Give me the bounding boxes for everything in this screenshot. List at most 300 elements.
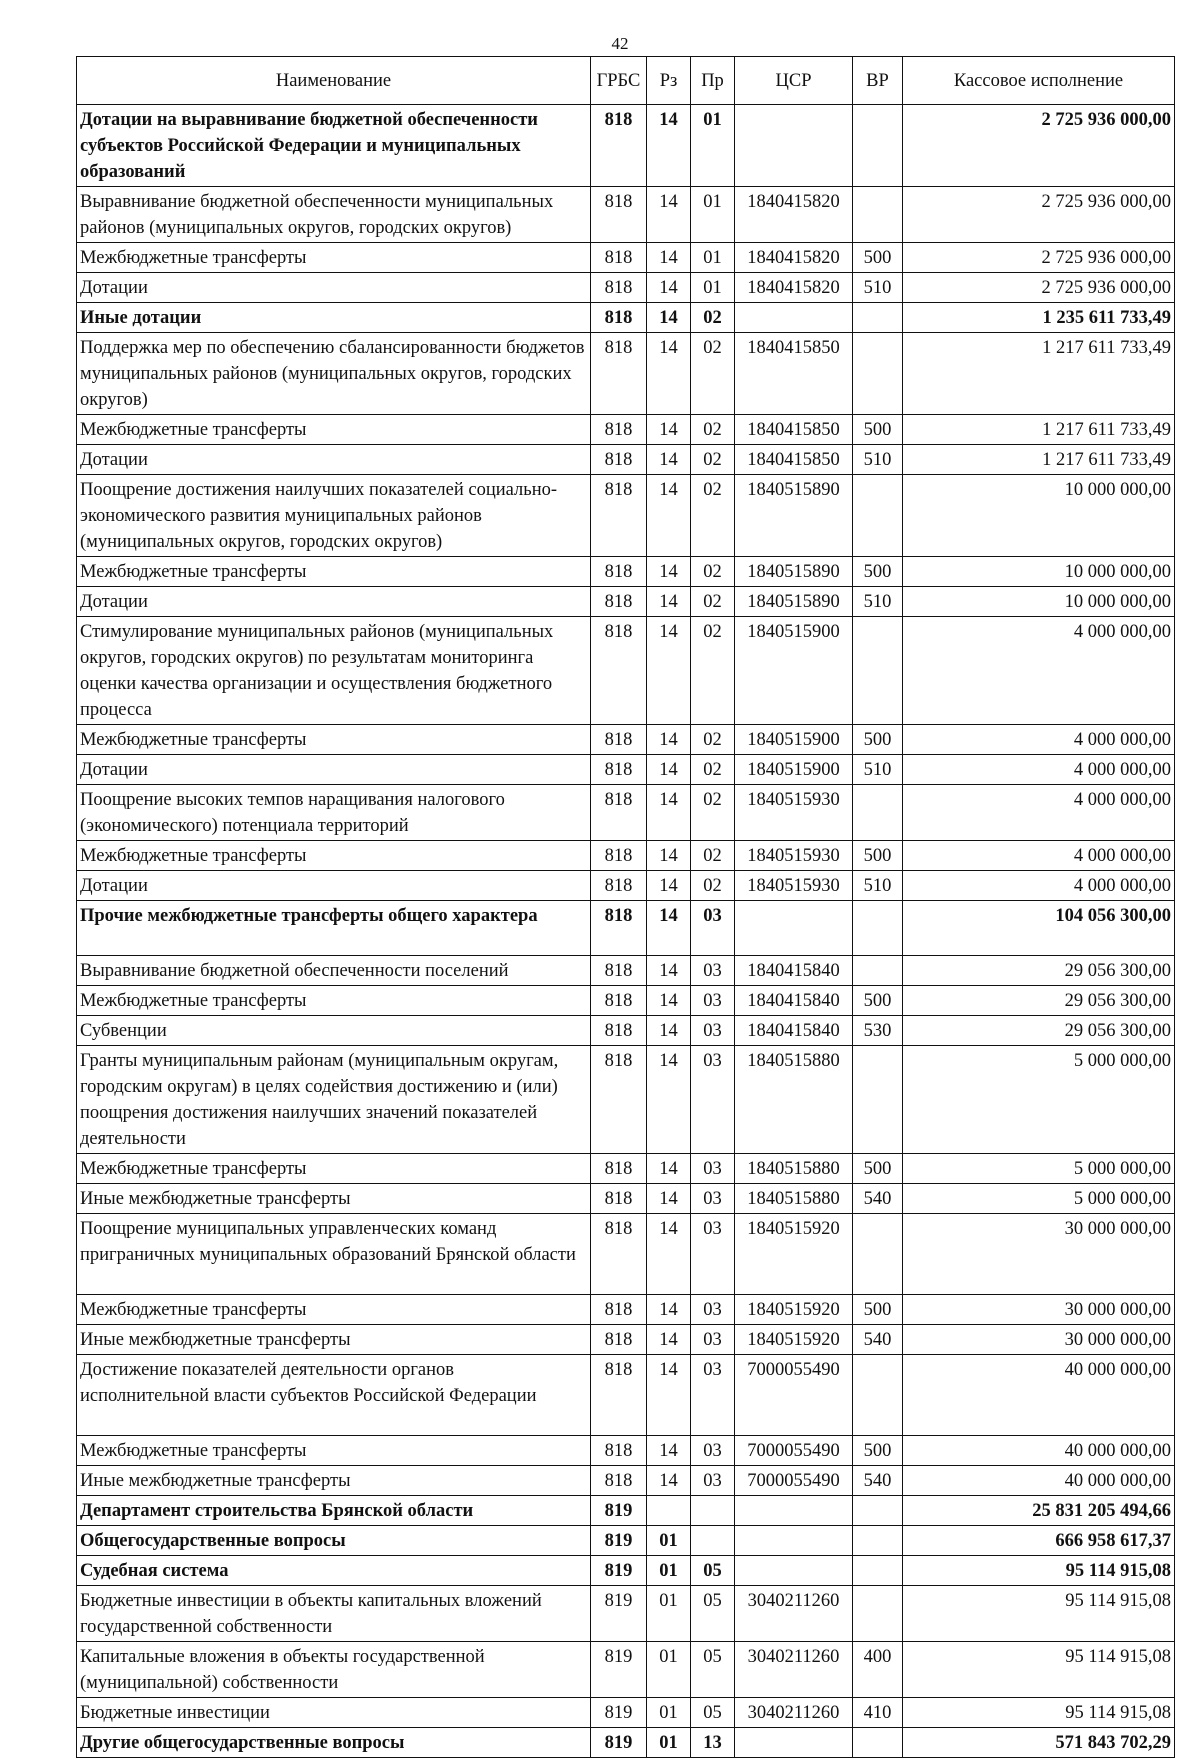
row-name: Дотации (77, 445, 591, 475)
row-amount: 2 725 936 000,00 (903, 105, 1175, 187)
row-csr: 1840415840 (735, 986, 853, 1016)
table-row (77, 243, 1175, 273)
row-rz: 14 (647, 303, 691, 333)
row-name: Выравнивание бюджетной обеспеченности муниципальных районов (муниципальных округов, городских округов) (77, 187, 591, 243)
row-csr (735, 303, 853, 333)
row-csr (735, 1728, 853, 1758)
row-vr: 540 (853, 1466, 903, 1496)
row-pr: 02 (691, 871, 735, 901)
table-row (77, 1642, 1175, 1698)
row-name: Бюджетные инвестиции в объекты капитальных вложений государственной собственности (77, 1586, 591, 1642)
row-vr: 540 (853, 1184, 903, 1214)
row-rz: 14 (647, 587, 691, 617)
row-vr (853, 1556, 903, 1586)
row-name: Дотации (77, 587, 591, 617)
row-name: Межбюджетные трансферты (77, 725, 591, 755)
row-vr (853, 303, 903, 333)
row-name: Дотации на выравнивание бюджетной обеспеченности субъектов Российской Федерации и муниципальных образований (77, 105, 591, 187)
row-amount: 95 114 915,08 (903, 1556, 1175, 1586)
row-amount: 5 000 000,00 (903, 1046, 1175, 1154)
row-grbs: 818 (591, 333, 647, 415)
row-amount: 30 000 000,00 (903, 1295, 1175, 1325)
row-pr: 03 (691, 901, 735, 956)
row-rz: 14 (647, 1016, 691, 1046)
row-rz: 14 (647, 1466, 691, 1496)
row-amount: 2 725 936 000,00 (903, 243, 1175, 273)
row-grbs: 818 (591, 587, 647, 617)
row-grbs: 819 (591, 1496, 647, 1526)
row-name: Прочие межбюджетные трансферты общего характера (77, 901, 591, 956)
table-row (77, 956, 1175, 986)
row-name: Иные дотации (77, 303, 591, 333)
row-vr: 500 (853, 557, 903, 587)
row-name: Межбюджетные трансферты (77, 557, 591, 587)
row-amount: 1 217 611 733,49 (903, 333, 1175, 415)
row-vr (853, 105, 903, 187)
row-amount: 30 000 000,00 (903, 1325, 1175, 1355)
row-grbs: 818 (591, 725, 647, 755)
row-rz: 14 (647, 725, 691, 755)
row-csr: 7000055490 (735, 1466, 853, 1496)
table-row (77, 1698, 1175, 1728)
table-row (77, 785, 1175, 841)
row-amount: 571 843 702,29 (903, 1728, 1175, 1758)
table-row (77, 475, 1175, 557)
row-grbs: 818 (591, 1436, 647, 1466)
table-row (77, 1466, 1175, 1496)
row-grbs: 818 (591, 1214, 647, 1295)
row-pr: 03 (691, 1184, 735, 1214)
row-csr (735, 901, 853, 956)
row-amount: 666 958 617,37 (903, 1526, 1175, 1556)
row-csr: 1840415850 (735, 445, 853, 475)
row-name: Судебная система (77, 1556, 591, 1586)
row-pr: 02 (691, 755, 735, 785)
row-name: Поощрение достижения наилучших показателей социально-экономического развития муниципальных районов (муниципальных округов, городских округов) (77, 475, 591, 557)
row-grbs: 818 (591, 445, 647, 475)
row-amount: 1 217 611 733,49 (903, 415, 1175, 445)
table-row (77, 841, 1175, 871)
row-pr: 02 (691, 587, 735, 617)
row-pr: 02 (691, 617, 735, 725)
row-vr: 510 (853, 273, 903, 303)
row-grbs: 818 (591, 105, 647, 187)
row-pr (691, 1496, 735, 1526)
row-csr: 1840515930 (735, 871, 853, 901)
row-rz: 14 (647, 986, 691, 1016)
table-row (77, 1526, 1175, 1556)
row-rz: 01 (647, 1556, 691, 1586)
row-pr: 05 (691, 1642, 735, 1698)
row-amount: 29 056 300,00 (903, 1016, 1175, 1046)
table-row (77, 445, 1175, 475)
row-amount: 104 056 300,00 (903, 901, 1175, 956)
row-name: Межбюджетные трансферты (77, 1295, 591, 1325)
row-amount: 10 000 000,00 (903, 587, 1175, 617)
table-row (77, 1586, 1175, 1642)
row-rz: 14 (647, 841, 691, 871)
row-grbs: 818 (591, 1295, 647, 1325)
row-pr: 03 (691, 1436, 735, 1466)
row-name: Гранты муниципальным районам (муниципальным округам, городским округам) в целях содействия достижению и (или) поощрения достижения наилучших значений показателей деятельности (77, 1046, 591, 1154)
row-pr: 01 (691, 273, 735, 303)
row-vr (853, 475, 903, 557)
row-vr: 500 (853, 415, 903, 445)
row-pr: 01 (691, 187, 735, 243)
row-grbs: 819 (591, 1642, 647, 1698)
row-grbs: 818 (591, 617, 647, 725)
table-row (77, 1355, 1175, 1436)
table-row (77, 617, 1175, 725)
table-row (77, 871, 1175, 901)
row-vr (853, 1728, 903, 1758)
row-amount: 29 056 300,00 (903, 956, 1175, 986)
row-rz: 01 (647, 1698, 691, 1728)
row-grbs: 818 (591, 901, 647, 956)
row-rz: 14 (647, 1184, 691, 1214)
row-pr: 02 (691, 841, 735, 871)
row-pr: 02 (691, 785, 735, 841)
row-name: Капитальные вложения в объекты государственной (муниципальной) собственности (77, 1642, 591, 1698)
row-rz: 14 (647, 956, 691, 986)
row-name: Стимулирование муниципальных районов (муниципальных округов, городских округов) по результатам мониторинга оценки качества организации и осуществления бюджетного процесса (77, 617, 591, 725)
row-csr (735, 1496, 853, 1526)
row-csr: 1840515920 (735, 1214, 853, 1295)
table-row (77, 1184, 1175, 1214)
row-rz: 14 (647, 785, 691, 841)
row-pr: 03 (691, 956, 735, 986)
row-grbs: 818 (591, 1355, 647, 1436)
row-vr: 400 (853, 1642, 903, 1698)
row-csr: 1840415850 (735, 333, 853, 415)
row-csr: 1840515880 (735, 1154, 853, 1184)
row-grbs: 818 (591, 303, 647, 333)
header-vr: ВР (853, 57, 903, 105)
row-pr (691, 1526, 735, 1556)
row-grbs: 818 (591, 1154, 647, 1184)
row-vr: 500 (853, 1295, 903, 1325)
row-csr: 1840515930 (735, 785, 853, 841)
row-pr: 05 (691, 1556, 735, 1586)
row-vr (853, 1214, 903, 1295)
row-amount: 2 725 936 000,00 (903, 187, 1175, 243)
row-csr: 1840515920 (735, 1295, 853, 1325)
table-header (77, 57, 1175, 105)
row-grbs: 818 (591, 1325, 647, 1355)
row-rz: 14 (647, 871, 691, 901)
table-row (77, 303, 1175, 333)
row-grbs: 819 (591, 1728, 647, 1758)
row-grbs: 818 (591, 986, 647, 1016)
row-vr: 410 (853, 1698, 903, 1728)
row-csr: 1840415840 (735, 956, 853, 986)
row-csr: 3040211260 (735, 1698, 853, 1728)
row-amount: 4 000 000,00 (903, 725, 1175, 755)
row-grbs: 818 (591, 187, 647, 243)
row-vr (853, 333, 903, 415)
row-amount: 4 000 000,00 (903, 617, 1175, 725)
row-amount: 4 000 000,00 (903, 755, 1175, 785)
row-vr: 500 (853, 725, 903, 755)
row-grbs: 818 (591, 1184, 647, 1214)
table-row (77, 1556, 1175, 1586)
row-grbs: 819 (591, 1556, 647, 1586)
row-csr: 3040211260 (735, 1586, 853, 1642)
row-pr: 03 (691, 1466, 735, 1496)
row-name: Межбюджетные трансферты (77, 1436, 591, 1466)
row-rz: 14 (647, 1355, 691, 1436)
row-rz: 14 (647, 1214, 691, 1295)
row-name: Дотации (77, 273, 591, 303)
row-rz: 14 (647, 273, 691, 303)
table-row (77, 1436, 1175, 1466)
row-vr: 510 (853, 587, 903, 617)
row-amount: 29 056 300,00 (903, 986, 1175, 1016)
row-pr: 02 (691, 445, 735, 475)
header-row (77, 57, 1175, 105)
row-csr: 1840415840 (735, 1016, 853, 1046)
row-pr: 03 (691, 1325, 735, 1355)
row-grbs: 818 (591, 1046, 647, 1154)
row-amount: 30 000 000,00 (903, 1214, 1175, 1295)
row-rz: 01 (647, 1642, 691, 1698)
row-vr (853, 187, 903, 243)
row-pr: 02 (691, 303, 735, 333)
row-amount: 40 000 000,00 (903, 1436, 1175, 1466)
table-row (77, 187, 1175, 243)
row-vr (853, 1355, 903, 1436)
header-grbs: ГРБС (591, 57, 647, 105)
row-grbs: 818 (591, 785, 647, 841)
row-csr: 1840515880 (735, 1184, 853, 1214)
row-amount: 40 000 000,00 (903, 1355, 1175, 1436)
table-row (77, 557, 1175, 587)
row-grbs: 818 (591, 1016, 647, 1046)
row-name: Поддержка мер по обеспечению сбалансированности бюджетов муниципальных районов (муниципальных округов, городских округов) (77, 333, 591, 415)
row-rz: 14 (647, 901, 691, 956)
row-name: Иные межбюджетные трансферты (77, 1325, 591, 1355)
table-row (77, 1325, 1175, 1355)
row-vr (853, 901, 903, 956)
table-row (77, 587, 1175, 617)
row-csr: 7000055490 (735, 1355, 853, 1436)
row-csr: 1840415820 (735, 273, 853, 303)
row-vr: 500 (853, 1436, 903, 1466)
row-csr: 1840515890 (735, 475, 853, 557)
header-pr: Пр (691, 57, 735, 105)
row-name: Департамент строительства Брянской области (77, 1496, 591, 1526)
row-vr: 500 (853, 841, 903, 871)
row-amount: 25 831 205 494,66 (903, 1496, 1175, 1526)
row-grbs: 818 (591, 841, 647, 871)
row-name: Межбюджетные трансферты (77, 986, 591, 1016)
table-row (77, 105, 1175, 187)
row-csr: 1840515890 (735, 587, 853, 617)
row-csr (735, 105, 853, 187)
row-amount: 2 725 936 000,00 (903, 273, 1175, 303)
row-pr: 03 (691, 1355, 735, 1436)
row-vr: 500 (853, 986, 903, 1016)
table-row (77, 986, 1175, 1016)
row-name: Межбюджетные трансферты (77, 415, 591, 445)
row-rz: 14 (647, 1154, 691, 1184)
row-name: Выравнивание бюджетной обеспеченности поселений (77, 956, 591, 986)
row-pr: 01 (691, 243, 735, 273)
row-vr (853, 1496, 903, 1526)
row-grbs: 818 (591, 415, 647, 445)
row-pr: 01 (691, 105, 735, 187)
row-amount: 10 000 000,00 (903, 557, 1175, 587)
table-row (77, 415, 1175, 445)
row-pr: 02 (691, 725, 735, 755)
row-vr: 500 (853, 1154, 903, 1184)
row-vr: 530 (853, 1016, 903, 1046)
row-vr (853, 617, 903, 725)
row-vr: 510 (853, 871, 903, 901)
row-amount: 4 000 000,00 (903, 841, 1175, 871)
row-csr: 1840515900 (735, 755, 853, 785)
row-grbs: 818 (591, 475, 647, 557)
row-pr: 02 (691, 415, 735, 445)
row-vr (853, 1046, 903, 1154)
row-grbs: 818 (591, 871, 647, 901)
row-pr: 03 (691, 1046, 735, 1154)
row-amount: 5 000 000,00 (903, 1154, 1175, 1184)
row-rz: 14 (647, 445, 691, 475)
header-csr: ЦСР (735, 57, 853, 105)
row-csr: 1840415820 (735, 243, 853, 273)
row-csr: 1840515920 (735, 1325, 853, 1355)
row-csr: 1840515930 (735, 841, 853, 871)
row-amount: 1 217 611 733,49 (903, 445, 1175, 475)
table-row (77, 901, 1175, 956)
table-row (77, 1295, 1175, 1325)
row-csr (735, 1556, 853, 1586)
row-csr: 1840515890 (735, 557, 853, 587)
row-name: Иные межбюджетные трансферты (77, 1466, 591, 1496)
table-row (77, 1016, 1175, 1046)
row-grbs: 818 (591, 243, 647, 273)
row-grbs: 818 (591, 956, 647, 986)
row-name: Поощрение высоких темпов наращивания налогового (экономического) потенциала территорий (77, 785, 591, 841)
row-vr: 510 (853, 755, 903, 785)
table-row (77, 1728, 1175, 1758)
row-pr: 13 (691, 1728, 735, 1758)
row-rz: 14 (647, 557, 691, 587)
row-name: Дотации (77, 755, 591, 785)
row-vr (853, 1526, 903, 1556)
row-grbs: 818 (591, 273, 647, 303)
row-name: Субвенции (77, 1016, 591, 1046)
table-row (77, 755, 1175, 785)
row-amount: 5 000 000,00 (903, 1184, 1175, 1214)
table-body (77, 105, 1175, 1758)
row-rz: 14 (647, 243, 691, 273)
row-rz: 14 (647, 755, 691, 785)
row-amount: 95 114 915,08 (903, 1698, 1175, 1728)
header-amount: Кассовое исполнение (903, 57, 1175, 105)
row-csr: 1840515880 (735, 1046, 853, 1154)
row-amount: 40 000 000,00 (903, 1466, 1175, 1496)
row-name: Дотации (77, 871, 591, 901)
row-rz: 14 (647, 1046, 691, 1154)
row-amount: 95 114 915,08 (903, 1586, 1175, 1642)
row-amount: 95 114 915,08 (903, 1642, 1175, 1698)
row-vr: 510 (853, 445, 903, 475)
table-row (77, 333, 1175, 415)
row-vr (853, 956, 903, 986)
row-csr: 3040211260 (735, 1642, 853, 1698)
row-csr: 1840515900 (735, 617, 853, 725)
row-csr (735, 1526, 853, 1556)
row-grbs: 818 (591, 557, 647, 587)
row-pr: 03 (691, 986, 735, 1016)
row-amount: 10 000 000,00 (903, 475, 1175, 557)
row-pr: 03 (691, 1016, 735, 1046)
row-rz: 14 (647, 1325, 691, 1355)
row-vr (853, 1586, 903, 1642)
row-grbs: 819 (591, 1586, 647, 1642)
header-name: Наименование (77, 57, 591, 105)
row-grbs: 819 (591, 1526, 647, 1556)
row-rz: 01 (647, 1728, 691, 1758)
row-rz: 14 (647, 105, 691, 187)
budget-table (76, 56, 1175, 1758)
row-pr: 05 (691, 1586, 735, 1642)
row-rz: 14 (647, 187, 691, 243)
row-vr (853, 785, 903, 841)
table-row (77, 1046, 1175, 1154)
row-rz: 01 (647, 1586, 691, 1642)
row-rz: 14 (647, 617, 691, 725)
row-rz: 14 (647, 333, 691, 415)
row-name: Поощрение муниципальных управленческих команд приграничных муниципальных образований Брянской области (77, 1214, 591, 1295)
row-grbs: 818 (591, 755, 647, 785)
row-rz: 14 (647, 1295, 691, 1325)
row-pr: 03 (691, 1295, 735, 1325)
row-pr: 03 (691, 1214, 735, 1295)
table-row (77, 1214, 1175, 1295)
row-amount: 4 000 000,00 (903, 871, 1175, 901)
row-name: Иные межбюджетные трансферты (77, 1184, 591, 1214)
row-rz: 14 (647, 1436, 691, 1466)
row-name: Другие общегосударственные вопросы (77, 1728, 591, 1758)
row-vr: 540 (853, 1325, 903, 1355)
row-csr: 1840515900 (735, 725, 853, 755)
row-pr: 02 (691, 557, 735, 587)
row-grbs: 818 (591, 1466, 647, 1496)
row-pr: 03 (691, 1154, 735, 1184)
row-csr: 1840415820 (735, 187, 853, 243)
row-pr: 05 (691, 1698, 735, 1728)
row-grbs: 819 (591, 1698, 647, 1728)
table-row (77, 1154, 1175, 1184)
row-name: Достижение показателей деятельности органов исполнительной власти субъектов Российской Федерации (77, 1355, 591, 1436)
page-number: 42 (611, 34, 629, 53)
row-name: Общегосударственные вопросы (77, 1526, 591, 1556)
header-rz: Рз (647, 57, 691, 105)
row-amount: 1 235 611 733,49 (903, 303, 1175, 333)
row-rz: 14 (647, 415, 691, 445)
row-rz (647, 1496, 691, 1526)
row-name: Межбюджетные трансферты (77, 243, 591, 273)
table-row (77, 725, 1175, 755)
row-rz: 01 (647, 1526, 691, 1556)
row-csr: 7000055490 (735, 1436, 853, 1466)
row-rz: 14 (647, 475, 691, 557)
table-row (77, 273, 1175, 303)
row-pr: 02 (691, 333, 735, 415)
